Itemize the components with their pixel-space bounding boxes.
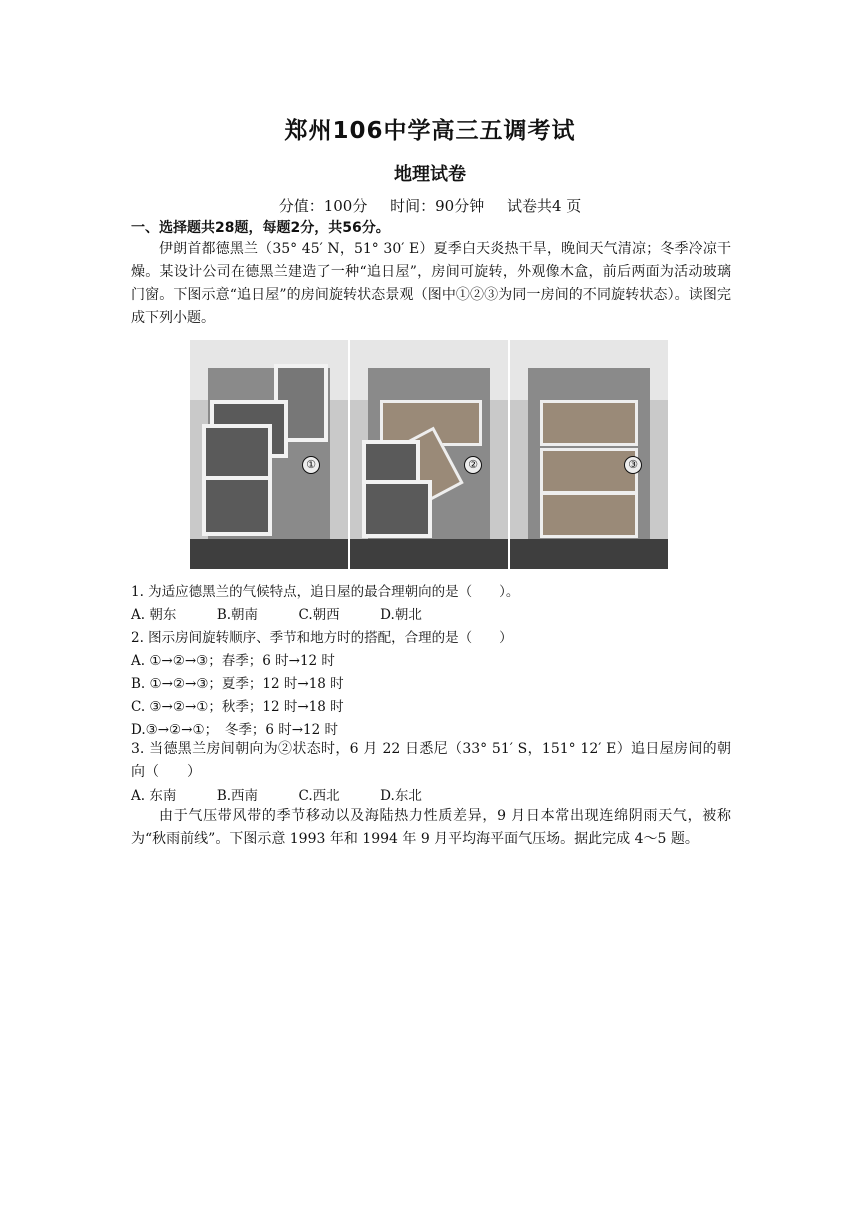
- question-1-options: A. 朝东 B.朝南 C.朝西 D.朝北: [131, 607, 422, 623]
- score-info: 分值：100分: [278, 197, 368, 215]
- figure-panel-1: [190, 340, 348, 569]
- question-2-option-b: B. ①→②→③；夏季；12 时→18 时: [131, 676, 344, 692]
- sun-chasing-house-figure: [190, 340, 668, 569]
- state-label-1: ①: [302, 456, 320, 474]
- question-3-options: A. 东南 B.西南 C.西北 D.东北: [131, 788, 422, 804]
- exam-title: 郑州106中学高三五调考试: [284, 118, 576, 144]
- question-2-option-d: D.③→②→①； 冬季；6 时→12 时: [131, 722, 338, 738]
- passage-tehran: 伊朗首都德黑兰（35° 45′ N，51° 30′ E）夏季白天炎热干旱，晚间天气清凉；冬季冷凉干燥。某设计公司在德黑兰建造了一种“追日屋”，房间可旋转，外观像木盒，前后两面为活动玻璃门窗。下图示意“追日屋”的房间旋转状态景观（图中①②③为同一房间的不同旋转状态）。读图完成下列小题。: [131, 241, 731, 326]
- question-2-option-c: C. ③→②→①；秋季；12 时→18 时: [131, 699, 344, 715]
- question-2: 2. 图示房间旋转顺序、季节和地方时的搭配，合理的是（ ）: [131, 630, 513, 646]
- state-label-3: ③: [624, 456, 642, 474]
- pages-info: 试卷共4 页: [506, 197, 582, 215]
- time-info: 时间：90分钟: [390, 197, 485, 215]
- figure-panel-3: [510, 340, 668, 569]
- figure-panel-2: [350, 340, 508, 569]
- passage-japan: 由于气压带风带的季节移动以及海陆热力性质差异，9 月日本常出现连绵阴雨天气，被称为“秋雨前线”。下图示意 1993 年和 1994 年 9 月平均海平面气压场。据此完成 4～5 题。: [131, 808, 731, 847]
- question-3: 3. 当德黑兰房间朝向为②状态时，6 月 22 日悉尼（33° 51′ S，151° 12′ E）追日屋房间的朝向（ ）: [131, 741, 731, 780]
- exam-meta: [0, 195, 860, 216]
- question-2-option-a: A. ①→②→③；春季；6 时→12 时: [131, 653, 335, 669]
- question-1: 1. 为适应德黑兰的气候特点，追日屋的最合理朝向的是（ ）。: [131, 584, 520, 600]
- state-label-2: ②: [464, 456, 482, 474]
- section-heading: 一、选择题共28题，每题2分，共56分。: [131, 220, 390, 236]
- exam-subtitle: 地理试卷: [394, 164, 466, 185]
